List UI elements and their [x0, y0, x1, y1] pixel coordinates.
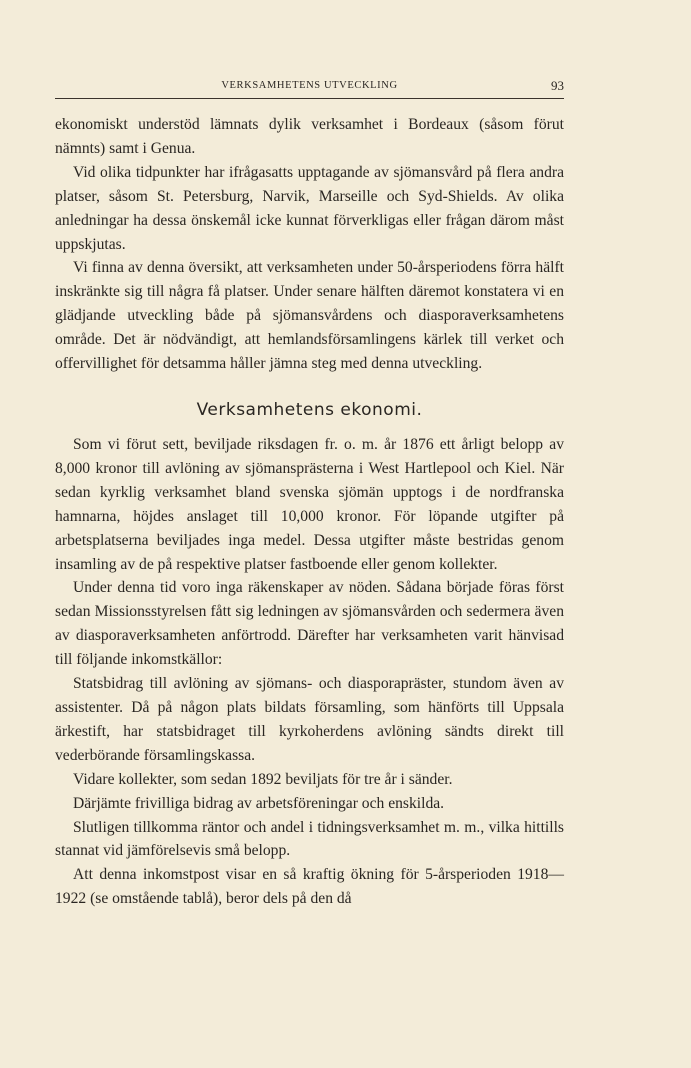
paragraph: ekonomiskt understöd lämnats dylik verksamhet i Bordeaux (såsom förut nämnts) samt i Genua.	[55, 116, 564, 157]
body-text-section-1	[55, 113, 564, 376]
paragraph: Att denna inkomstpost visar en så kraftig ökning för 5-årsperioden 1918—1922 (se omstående tablå), beror dels på den då	[55, 866, 564, 908]
paragraph: Vidare kollekter, som sedan 1892 beviljats för tre år i sänder.	[73, 770, 453, 788]
paragraph: Under denna tid voro inga räkenskaper av nöden. Sådana började föras först sedan Missionsstyrelsen fått sig ledningen av sjömansvården och sedermera även av diasporaverksamheten anförtrodd. Därefter har verksamheten varit hänvisad till följande inkomstkällor:	[55, 579, 564, 669]
paragraph: Vid olika tidpunkter har ifrågasatts upptagande av sjömansvård på flera andra platser, såsom St. Petersburg, Narvik, Marseille och Syd-Shields. Av olika anledningar ha dessa önskemål icke kunnat förverkligas eller frågan därom måst uppskjutas.	[55, 163, 564, 253]
running-header	[55, 78, 564, 96]
paragraph: Statsbidrag till avlöning av sjömans- och diasporapräster, stundom även av assistenter. Då på någon plats bildats församling, som hänförts till Uppsala ärkestift, har statsbidraget till kyrkoherdens avlöning sändts direkt till vederbörande församlingskassa.	[55, 675, 564, 764]
page-number: 93	[551, 78, 564, 93]
header-rule	[55, 98, 564, 99]
body-text-section-2	[55, 433, 564, 911]
paragraph: Som vi förut sett, beviljade riksdagen fr. o. m. år 1876 ett årligt belopp av 8,000 kronor till avlöning av sjömansprästerna i West Hartlepool och Kiel. När sedan kyrklig verksamhet bland svenska sjömän upptogs i de nordfranska hamnarna, höjdes anslaget till 10,000 kronor. För löpande utgifter på arbetsplatserna beviljades inga medel. Dessa utgifter måste bestridas genom insamling av de på respektive platser fastboende eller genom kollekter.	[55, 436, 564, 573]
paragraph: Slutligen tillkomma räntor och andel i tidningsverksamhet m. m., vilka hittills stannat vid jämförelsevis små belopp.	[55, 818, 564, 860]
paragraph: Därjämte frivilliga bidrag av arbetsföreningar och enskilda.	[73, 794, 445, 812]
paragraph: Vi finna av denna översikt, att verksamheten under 50-årsperiodens förra hälft inskränkte sig till några få platser. Under senare hälften däremot konstatera vi en glädjande utveckling både på sjömansvårdens och diasporaverksamhetens område. Det är nödvändigt, att hemlandsförsamlingens kärlek till verket och offervillighet för detsamma håller jämna steg med denna utveckling.	[55, 259, 564, 373]
section-heading: Verksamhetens ekonomi.	[196, 400, 423, 420]
running-title: VERKSAMHETENS UTVECKLING	[221, 80, 398, 91]
